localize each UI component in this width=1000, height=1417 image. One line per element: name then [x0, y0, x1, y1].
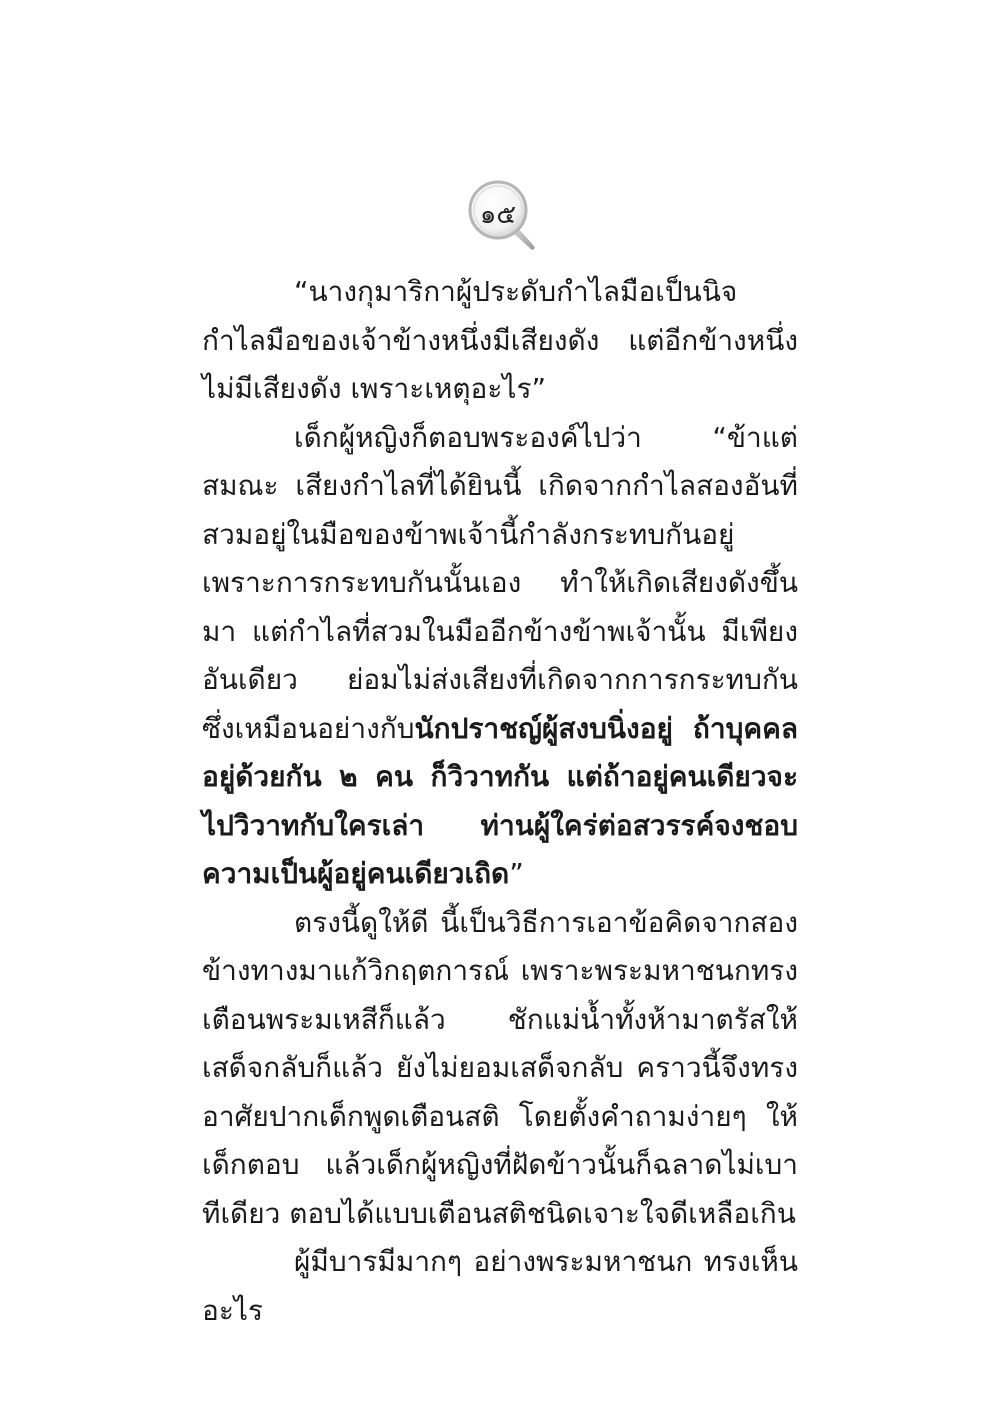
paragraph-3: ตรงนี้ดูให้ดี นี้เป็นวิธีการเอาข้อคิดจากสองข้างทางมาแก้วิกฤตการณ์ เพราะพระมหาชนกทรงเตือนพระมเหสีก็แล้ว ชักแม่น้ำทั้งห้ามาตรัสให้เสด็จกลับก็แล้ว ยังไม่ยอมเสด็จกลับ คราวนี้จึงทรงอาศัยปากเด็กพูดเตือนสติ โดยตั้งคำถามง่ายๆ ให้เด็กตอบ แล้วเด็กผู้หญิงที่ฝัดข้าวนั้นก็ฉลาดไม่เบาทีเดียว ตอบได้แบบเตือนสติชนิดเจาะใจดีเหลือเกิน [202, 905, 798, 1230]
paragraph-2-bold-quote: นักปราชญ์ผู้สงบนิ่งอยู่ ถ้าบุคคลอยู่ด้วยกัน ๒ คน ก็วิวาทกัน แต่ถ้าอยู่คนเดียวจะไปวิวาทกับใครเล่า ท่านผู้ใคร่ต่อสวรรค์จงชอบความเป็นผู้อยู่คนเดียวเถิด [202, 711, 798, 890]
paragraph-1: “นางกุมาริกาผู้ประดับกำไลมือเป็นนิจ กำไลมือของเจ้าข้างหนึ่งมีเสียงดัง แต่อีกข้างหนึ่งไม่มีเสียงดัง เพราะเหตุอะไร” [202, 275, 798, 405]
page-number: ๑๕ [479, 200, 517, 230]
paragraph-2 [202, 414, 798, 899]
body-text [202, 268, 798, 1335]
page-number-badge [466, 180, 542, 256]
paragraph-2-close-quote: ” [509, 857, 524, 890]
paragraph-2-text: เด็กผู้หญิงก็ตอบพระองค์ไปว่า “ข้าแต่สมณะ เสียงกำไลที่ได้ยินนี้ เกิดจากกำไลสองอันที่สวมอยู่ในมือของข้าพเจ้านี้กำลังกระทบกันอยู่ เพราะการกระทบกันนั้นเอง ทำให้เกิดเสียงดังขึ้นมา แต่กำไลที่สวมในมืออีกข้างข้าพเจ้านั้น มีเพียงอันเดียว ย่อมไม่ส่งเสียงที่เกิดจากการกระทบกัน ซึ่งเหมือนอย่างกับ [202, 420, 798, 745]
paragraph-4: ผู้มีบารมีมากๆ อย่างพระมหาชนก ทรงเห็นอะไร [202, 1245, 798, 1327]
